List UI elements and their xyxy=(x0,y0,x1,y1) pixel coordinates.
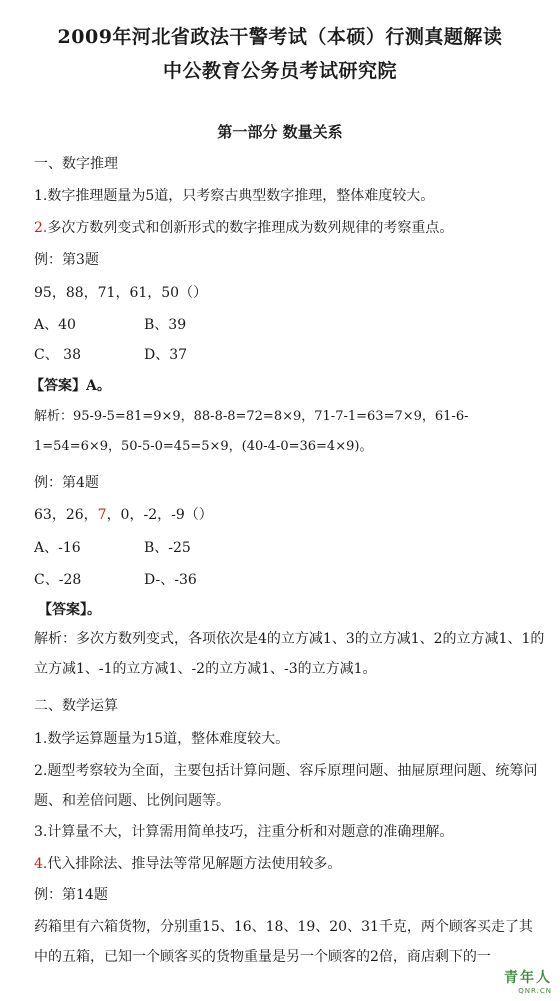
sequence-part-2: ，0，-2，-9（） xyxy=(106,507,213,523)
section-2-point-2: 2.题型考察较为全面，主要包括计算问题、容斥原理问题、抽屉原理问题、统筹问题、和差倍问题、比例问题等。 xyxy=(34,763,538,809)
watermark-text: 青年人 xyxy=(504,970,552,986)
option-a: A、-16 xyxy=(34,540,81,556)
section-1-point-1: 1.数字推理题量为5道，只考察古典型数字推理，整体难度较大。 xyxy=(34,188,435,204)
point-text: 多次方数列变式和创新形式的数字推理成为数列规律的考察重点。 xyxy=(47,220,454,236)
example-14-label: 例：第14题 xyxy=(34,887,108,903)
section-2-heading: 二、数学运算 xyxy=(34,698,118,714)
point-text: 代入排除法、推导法等常见解题方法使用较多。 xyxy=(47,856,342,872)
example-3-label: 例：第3题 xyxy=(34,252,99,268)
example-4-options-row-2 xyxy=(34,570,197,590)
option-b: B、-25 xyxy=(144,540,191,556)
section-2-point-1: 1.数学运算题量为15道，整体难度较大。 xyxy=(34,731,290,747)
option-c: C、-28 xyxy=(34,572,82,588)
example-4-answer: 【答案】。 xyxy=(38,602,101,618)
example-3-analysis: 解析：95-9-5=81=9×9，88-8-8=72=8×9，71-7-1=63=7×9，61-6-1=54=6×9，50-5-0=45=5×9，(40-4-0=36=4×9)。 xyxy=(34,409,469,454)
example-4-label: 例：第4题 xyxy=(34,475,99,491)
watermark-logo xyxy=(504,967,552,995)
document-title: 2009年河北省政法干警考试（本硕）行测真题解读 xyxy=(57,26,503,48)
sequence-part-1: 63，26， xyxy=(34,507,98,523)
example-3-options-row-1 xyxy=(34,315,187,335)
section-2-point-4 xyxy=(34,854,341,874)
section-1-heading: 一、数字推理 xyxy=(34,156,118,172)
watermark-domain: QNR.CN xyxy=(518,987,552,995)
example-4-analysis: 解析：多次方数列变式，各项依次是4的立方减1、3的立方减1、2的立方减1、1的立方减1、-1的立方减1、-2的立方减1、-3的立方减1。 xyxy=(34,631,545,677)
option-d: D、37 xyxy=(144,347,188,363)
point-number: 4. xyxy=(34,856,48,872)
example-4-sequence xyxy=(34,505,213,525)
option-a: A、40 xyxy=(34,317,76,333)
point-number: 2. xyxy=(34,220,48,236)
option-d: D-、-36 xyxy=(144,572,197,588)
example-4-options-row-1 xyxy=(34,538,191,558)
option-b: B、39 xyxy=(144,317,187,333)
example-14-text: 药箱里有六箱货物，分别重15、16、18、19、20、31千克，两个顾客买走了其中的五箱，已知一个顾客买的货物重量是另一个顾客的2倍，商店剩下的一 xyxy=(34,919,533,965)
section-1-point-2 xyxy=(34,218,453,238)
section-2-point-3: 3.计算量不大，计算需用简单技巧，注重分析和对题意的准确理解。 xyxy=(34,824,454,840)
example-3-sequence: 95，88，71，61，50（） xyxy=(34,285,208,301)
example-3-options-row-2 xyxy=(34,345,188,365)
document-subtitle: 中公教育公务员考试研究院 xyxy=(162,60,397,82)
example-3-answer: 【答案】A。 xyxy=(30,378,111,394)
part-heading: 第一部分 数量关系 xyxy=(217,123,343,141)
option-c: C、 38 xyxy=(34,347,81,363)
sequence-highlight: 7 xyxy=(97,507,107,523)
